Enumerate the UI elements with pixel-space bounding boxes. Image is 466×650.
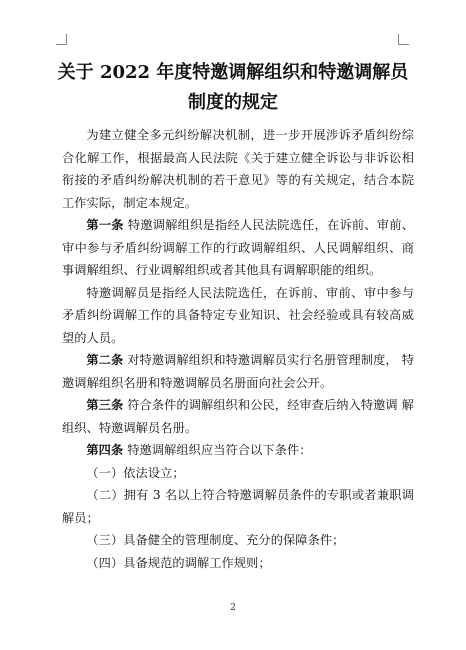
paragraph-text: 为建立健全多元纠纷解决机制，进一步开展涉诉矛盾纠纷综 合化解工作，根据最高人民法院《关于建立健全诉讼与非诉讼相衔接的矛盾纠纷解决机制的若干意见》等的有关规定，结合本院 工作实际，制定本规定。 — [62, 128, 414, 210]
article-label: 第二条 — [86, 353, 124, 367]
list-item-condition-4 — [62, 552, 414, 575]
crop-mark-top-left — [56, 34, 67, 45]
paragraph-text: 特邀调解员是指经人民法院选任，在诉前、审前、审中参与 矛盾纠纷调解工作的具备特定专业知识、社会经验或具有较高威 望的人员。 — [62, 285, 414, 345]
paragraph-text: 对特邀调解组织和特邀调解员实行名册管理制度， 特邀调解组织名册和特邀调解员名册面向社会公开。 — [62, 353, 414, 390]
paragraph-article-1 — [62, 214, 414, 282]
paragraph-text: 符合条件的调解组织和公民，经审查后纳入特邀调 解组织、特邀调解员名册。 — [62, 398, 414, 435]
paragraph-text: （四）具备规范的调解工作规则； — [86, 555, 271, 570]
document-title-line-1: 关于 2022 年度特邀调解组织和特邀调解员 — [57, 62, 409, 83]
paragraph-article-2 — [62, 349, 414, 394]
paragraph-text: 特邀调解组织是指经人民法院选任，在诉前、审前、 审中参与矛盾纠纷调解工作的行政调解组织、人民调解组织、商 事调解组织、行业调解组织或者其他具有调解职能的组织。 — [62, 218, 414, 277]
paragraph-article-3 — [62, 394, 414, 439]
document-body — [62, 124, 414, 574]
article-label: 第三条 — [86, 398, 124, 412]
list-item-condition-2 — [62, 484, 414, 529]
list-item-condition-1 — [62, 462, 414, 485]
paragraph-text: （二）拥有 3 名以上符合特邀调解员条件的专职或者兼职调解员； — [62, 488, 414, 525]
paragraph-article-4 — [62, 439, 414, 462]
paragraph-text: 特邀调解组织应当符合以下条件： — [123, 443, 312, 457]
article-label: 第一条 — [86, 218, 124, 232]
paragraph-intro — [62, 124, 414, 214]
list-item-condition-3 — [62, 529, 414, 552]
document-title-line-2: 制度的规定 — [188, 92, 278, 113]
page-number: 2 — [230, 603, 236, 613]
crop-mark-top-right — [398, 34, 409, 45]
article-label: 第四条 — [86, 443, 124, 457]
paragraph-mediator-definition — [62, 282, 414, 350]
paragraph-text: （一）依法设立； — [86, 465, 185, 480]
paragraph-text: （三）具备健全的管理制度、充分的保障条件； — [86, 533, 345, 547]
